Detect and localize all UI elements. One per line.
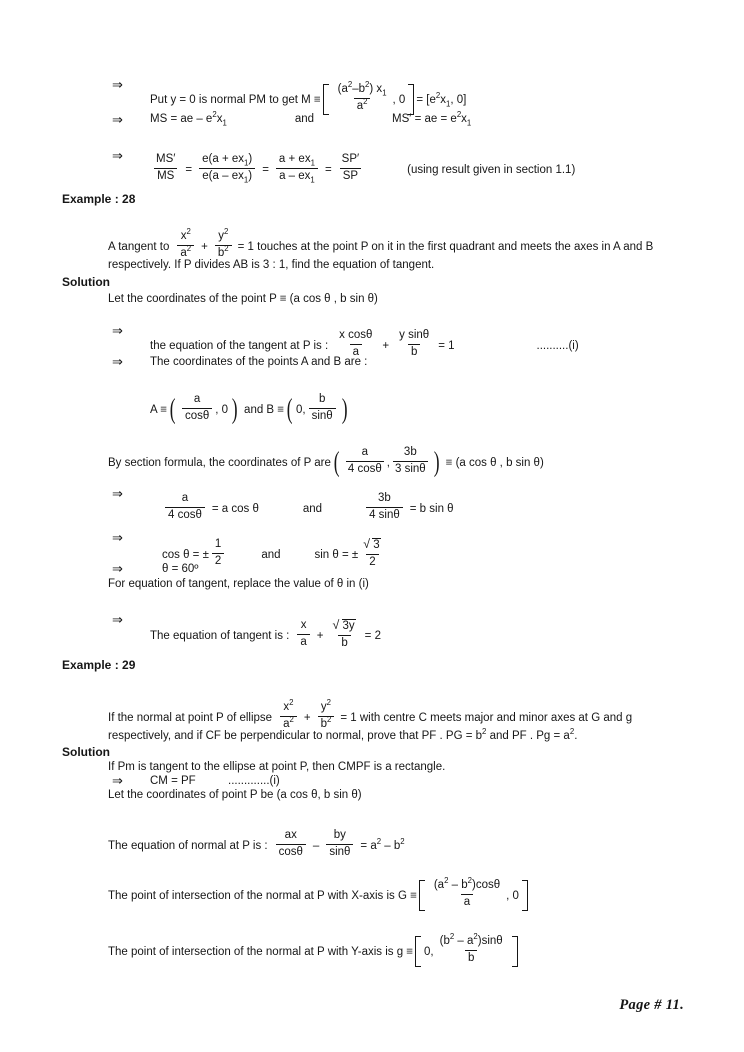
fraction-numerator: ax bbox=[284, 829, 297, 842]
right-paren: ) bbox=[434, 446, 440, 478]
fraction-denominator: a – $ex_1$ bbox=[276, 168, 318, 183]
subscript: 1 bbox=[222, 118, 227, 128]
fraction-a-4cos bbox=[346, 446, 384, 475]
paren-group-a bbox=[169, 394, 238, 425]
exponent: 2 bbox=[435, 90, 441, 100]
subscript: 1 bbox=[243, 174, 249, 184]
example-29-statement-line1 bbox=[108, 698, 633, 732]
plus-sign: + bbox=[201, 240, 208, 253]
point-a-label: A ≡ bbox=[150, 403, 167, 416]
exponent: 2 bbox=[467, 876, 472, 886]
equation-result: = [$e^2x_1$, 0] bbox=[416, 90, 467, 109]
ex29-cm-pf: CM = PF bbox=[150, 775, 196, 787]
tangent-eq-lead: the equation of the tangent at P is : bbox=[150, 339, 329, 352]
implication-arrow: ⇒ bbox=[112, 773, 123, 788]
fraction-numerator: a bbox=[361, 446, 369, 459]
ex28-sol-line-coordinates: Let the coordinates of the point P ≡ (a cos θ , b sin θ) bbox=[108, 293, 378, 305]
ex29-normal-equation bbox=[108, 831, 405, 860]
paren-group-p bbox=[333, 447, 441, 478]
exponent: 2 bbox=[363, 96, 368, 106]
radicand: √ 3 bbox=[373, 539, 380, 552]
fraction-numerator: $x^2$ bbox=[283, 698, 294, 714]
ex29-point-p-coordinates: Let the coordinates of point P be (a cos θ, b sin θ) bbox=[108, 789, 362, 801]
fraction-denominator: sinθ bbox=[309, 408, 336, 423]
fraction-numerator: b bbox=[318, 393, 326, 406]
plus-sign: + bbox=[316, 629, 324, 642]
ex28-sol-component-equations bbox=[162, 494, 454, 523]
statement-mid: = 1 touches at the point P on it in the first quadrant and meets the axes in A and B bbox=[237, 240, 654, 253]
fraction-numerator: $x^2$ bbox=[180, 227, 191, 243]
right-paren: ) bbox=[342, 393, 348, 425]
fraction-numerator: y sinθ bbox=[399, 329, 430, 342]
bracket-tail-text: , 0 bbox=[392, 93, 406, 106]
g-intersection-lead: The point of intersection of the normal at P with X-axis is G ≡ bbox=[108, 889, 417, 902]
left-paren: ( bbox=[169, 393, 176, 425]
left-paren: ( bbox=[286, 393, 293, 425]
fraction-x2-a2 bbox=[280, 698, 297, 730]
fraction-denominator: b bbox=[465, 950, 477, 965]
example-29-statement-line2 bbox=[108, 727, 578, 742]
subscript: 1 bbox=[382, 88, 387, 98]
fraction-denominator: a bbox=[350, 344, 362, 359]
fraction-e-expression bbox=[199, 153, 255, 182]
fraction-denominator: a bbox=[461, 894, 473, 909]
fraction-ms-ratio bbox=[153, 153, 178, 182]
equals-bsin: = b sin θ bbox=[409, 502, 454, 515]
statement-end: respectively, and if CF be perpendicular to normal, prove that PF . PG = $b^2$ and PF . $Pg = a^2$. bbox=[108, 727, 578, 742]
fraction-numerator: $(a^2 - b^2)\cos\theta$ bbox=[433, 876, 501, 892]
subscript: 1 bbox=[310, 158, 315, 168]
fraction-denominator: $b^2$ bbox=[215, 245, 232, 260]
fraction-denominator: b bbox=[408, 344, 420, 359]
fraction-ysin-b bbox=[396, 329, 432, 358]
fraction-y2-b2 bbox=[318, 698, 335, 730]
exponent: 2 bbox=[473, 932, 478, 942]
right-paren: ) bbox=[231, 393, 238, 425]
ex28-final-tangent-equation bbox=[150, 620, 381, 651]
conjunction-and: and bbox=[294, 113, 314, 125]
fraction-numerator: $y^2$ bbox=[218, 227, 229, 243]
example-28-heading: Example : 28 bbox=[62, 192, 136, 206]
ex29-sol-rectangle-line: If Pm is tangent to the ellipse at point P, then CMPF is a rectangle. bbox=[108, 761, 446, 773]
fraction-one-half bbox=[212, 538, 224, 567]
fraction-numerator: $e(a + ex_1)$ bbox=[202, 153, 253, 168]
equation-line-ms bbox=[150, 110, 472, 128]
equation-line-put-y0 bbox=[150, 80, 467, 115]
exponent: 2 bbox=[444, 876, 449, 886]
fraction-denominator: 2 bbox=[212, 553, 224, 568]
plus-sign: + bbox=[303, 711, 311, 724]
fraction-3b-4sin-eq bbox=[366, 492, 403, 521]
subscript: 1 bbox=[310, 174, 315, 184]
final-tangent-lead: The equation of tangent is : bbox=[150, 629, 290, 642]
exponent: 2 bbox=[569, 727, 575, 737]
fraction-a-cos bbox=[182, 393, 212, 422]
example-29-heading: Example : 29 bbox=[62, 658, 136, 672]
section-formula-result: ≡ (a cos θ , b sin θ) bbox=[445, 456, 544, 469]
fraction-g-coordinate bbox=[431, 876, 503, 908]
paren-group-b bbox=[286, 394, 349, 425]
fraction-denominator: cosθ bbox=[276, 844, 306, 859]
equation-reference-i: ..........(i) bbox=[536, 339, 579, 352]
coordinate-zero: , 0 bbox=[506, 889, 519, 902]
fraction-a-4cos-eq bbox=[165, 492, 205, 521]
reference-note: (using result given in section 1.1) bbox=[407, 163, 576, 176]
example-28-statement-line2: respectively. If P divides AB is 3 : 1, find the equation of tangent. bbox=[108, 259, 435, 271]
exponent: 2 bbox=[212, 110, 217, 120]
fraction-numerator: $(b^2 - a^2)\sin\theta$ bbox=[439, 932, 503, 948]
fraction-denominator: a bbox=[297, 634, 309, 649]
equals-two: = 2 bbox=[364, 629, 381, 642]
conjunction-and: and bbox=[261, 548, 281, 561]
coordinate-zero: , 0 bbox=[215, 403, 229, 416]
fraction-numerator: SP′ bbox=[341, 153, 360, 166]
subscript: 1 bbox=[445, 99, 451, 109]
section-formula-lead: By section formula, the coordinates of P are bbox=[108, 456, 331, 469]
ms-right-expression: MS′ = ae = $e^2x_1$ bbox=[392, 110, 472, 128]
ex29-g-intersection bbox=[108, 876, 530, 911]
exponent: 2 bbox=[347, 80, 353, 90]
implication-arrow: ⇒ bbox=[112, 486, 123, 501]
exponent: 2 bbox=[482, 727, 487, 737]
fraction-numerator: x bbox=[300, 619, 307, 632]
conjunction-and: and bbox=[302, 502, 323, 515]
ex28-theta-value: θ = 60º bbox=[162, 563, 199, 575]
fraction-denominator: $a^2$ bbox=[280, 716, 297, 731]
fraction bbox=[335, 80, 390, 112]
plus-sign: + bbox=[382, 339, 390, 352]
equals-sign: = bbox=[262, 163, 269, 176]
equals-acos: = a cos θ bbox=[211, 502, 259, 515]
fraction-numerator: $y^2$ bbox=[320, 698, 331, 714]
fraction-numerator: x cosθ bbox=[339, 329, 373, 342]
ex28-replace-instruction: For equation of tangent, replace the value of θ in (i) bbox=[108, 578, 369, 590]
equals-sign: = bbox=[185, 163, 193, 176]
exponent: 2 bbox=[326, 698, 331, 708]
coordinate-zero-lead: 0, bbox=[424, 945, 434, 958]
fraction-sqrt3y-b bbox=[331, 618, 359, 649]
fraction-numerator: $a + ex_1$ bbox=[278, 153, 315, 168]
exponent: 2 bbox=[456, 110, 462, 120]
fraction-numerator bbox=[331, 618, 359, 634]
g-small-intersection-lead: The point of intersection of the normal at P with Y-axis is g ≡ bbox=[108, 945, 414, 958]
exponent: 2 bbox=[224, 243, 229, 253]
fraction-ax-cos bbox=[276, 829, 306, 858]
exponent: 2 bbox=[400, 836, 405, 846]
normal-eq-lead: The equation of normal at P is : bbox=[108, 839, 268, 852]
square-root bbox=[334, 618, 356, 633]
statement-mid: = 1 with centre C meets major and minor axes at G and g bbox=[340, 711, 633, 724]
fraction-denominator: $b^2$ bbox=[318, 716, 335, 731]
fraction-numerator: 3b bbox=[403, 446, 417, 459]
fraction-numerator: $(a^2-b^2)$ $x_1$ bbox=[337, 80, 387, 98]
ex29-cm-pf-reference: .............(i) bbox=[228, 775, 280, 787]
fraction-x-a bbox=[297, 619, 309, 648]
fraction-numerator: 1 bbox=[214, 538, 222, 551]
fraction-by-sin bbox=[326, 829, 353, 858]
fraction-numerator: by bbox=[333, 829, 346, 842]
fraction-denominator: 3 sinθ bbox=[394, 462, 426, 475]
ms-left-expression: MS = ae – $e^2x_1$ bbox=[150, 110, 227, 128]
exponent: 2 bbox=[186, 227, 191, 237]
fraction-denominator: sinθ bbox=[326, 844, 353, 859]
implication-arrow: ⇒ bbox=[112, 77, 123, 92]
fraction-sp-ratio bbox=[339, 153, 363, 182]
statement-lead: A tangent to bbox=[108, 240, 170, 253]
minus-sign: – bbox=[312, 839, 320, 852]
example-28-statement-line1 bbox=[108, 227, 654, 261]
square-bracket-group-g-small bbox=[415, 932, 518, 967]
square-root bbox=[364, 537, 380, 552]
fraction-numerator: a bbox=[193, 393, 201, 406]
fraction-g-small-coordinate bbox=[437, 932, 506, 964]
ex28-sol-coords-ab-label: The coordinates of the points A and B are : bbox=[150, 356, 368, 368]
fraction-numerator: a bbox=[181, 492, 189, 505]
statement-lead: If the normal at point P of ellipse bbox=[108, 711, 273, 724]
fraction-denominator: 4 cosθ bbox=[165, 507, 205, 522]
implication-arrow: ⇒ bbox=[112, 530, 123, 545]
normal-eq-rhs: = $a^2 - b^2$ bbox=[360, 836, 405, 852]
coordinate-zero-lead: 0, bbox=[296, 403, 306, 416]
cos-theta-lead: cos θ = ± bbox=[162, 548, 209, 561]
solution-label-28: Solution bbox=[62, 275, 110, 289]
subscript: 1 bbox=[466, 118, 472, 128]
ex28-sol-points-ab bbox=[150, 394, 351, 425]
fraction-denominator: cosθ bbox=[182, 408, 212, 423]
fraction-denominator: b bbox=[338, 635, 350, 650]
page-footer: Page # 11. bbox=[619, 997, 684, 1013]
radicand: √ 3y bbox=[342, 620, 355, 633]
fraction-y2-b2 bbox=[215, 227, 232, 259]
equation-lead-text: Put y = 0 is normal PM to get M ≡ bbox=[150, 93, 321, 106]
fraction-numerator bbox=[361, 537, 383, 553]
fraction-3b-3sin bbox=[393, 446, 428, 475]
ex29-g-small-intersection bbox=[108, 932, 520, 967]
equation-line-ratio bbox=[150, 155, 575, 184]
point-b-label: and B ≡ bbox=[244, 403, 285, 416]
fraction-simplified bbox=[276, 153, 318, 182]
left-paren: ( bbox=[333, 446, 340, 478]
fraction-denominator: $e(a - ex_1)$ bbox=[199, 168, 255, 183]
fraction-numerator: MS′ bbox=[156, 153, 176, 166]
exponent: 2 bbox=[289, 698, 294, 708]
fraction-denominator: SP bbox=[340, 168, 361, 183]
fraction-denominator: MS bbox=[154, 168, 177, 183]
fraction-xcos-a bbox=[336, 329, 375, 358]
implication-arrow: ⇒ bbox=[112, 323, 123, 338]
ex28-sol-section-formula bbox=[108, 447, 544, 478]
fraction-x2-a2 bbox=[177, 227, 194, 259]
implication-arrow: ⇒ bbox=[112, 112, 123, 127]
exponent: 2 bbox=[326, 714, 332, 724]
square-bracket-group-g bbox=[419, 876, 528, 911]
fraction-b-sin bbox=[309, 393, 336, 422]
fraction-denominator: 4 cosθ bbox=[347, 462, 382, 475]
implication-arrow: ⇒ bbox=[112, 561, 123, 576]
fraction-denominator: 4 sinθ bbox=[366, 507, 403, 522]
equals-sign: = bbox=[324, 163, 332, 176]
exponent: 2 bbox=[186, 243, 192, 253]
equals-one: = 1 bbox=[438, 339, 455, 352]
fraction-sqrt3-2 bbox=[361, 537, 383, 568]
sin-theta-lead: sin θ = ± bbox=[314, 548, 359, 561]
fraction-denominator: $a^2$ bbox=[177, 245, 194, 260]
implication-arrow: ⇒ bbox=[112, 354, 123, 369]
comma-separator: , bbox=[386, 456, 390, 469]
square-bracket-group bbox=[323, 80, 415, 115]
subscript: 1 bbox=[244, 158, 249, 168]
fraction-denominator: $a^2$ bbox=[354, 98, 371, 113]
fraction-numerator: 3b bbox=[378, 492, 391, 505]
implication-arrow: ⇒ bbox=[112, 148, 123, 163]
exponent: 2 bbox=[223, 227, 229, 237]
fraction-denominator: 2 bbox=[366, 554, 378, 569]
exponent: 2 bbox=[449, 932, 455, 942]
exponent: 2 bbox=[365, 80, 370, 90]
implication-arrow: ⇒ bbox=[112, 612, 123, 627]
exponent: 2 bbox=[289, 714, 294, 724]
exponent: 2 bbox=[376, 836, 382, 846]
solution-label-29: Solution bbox=[62, 745, 110, 759]
